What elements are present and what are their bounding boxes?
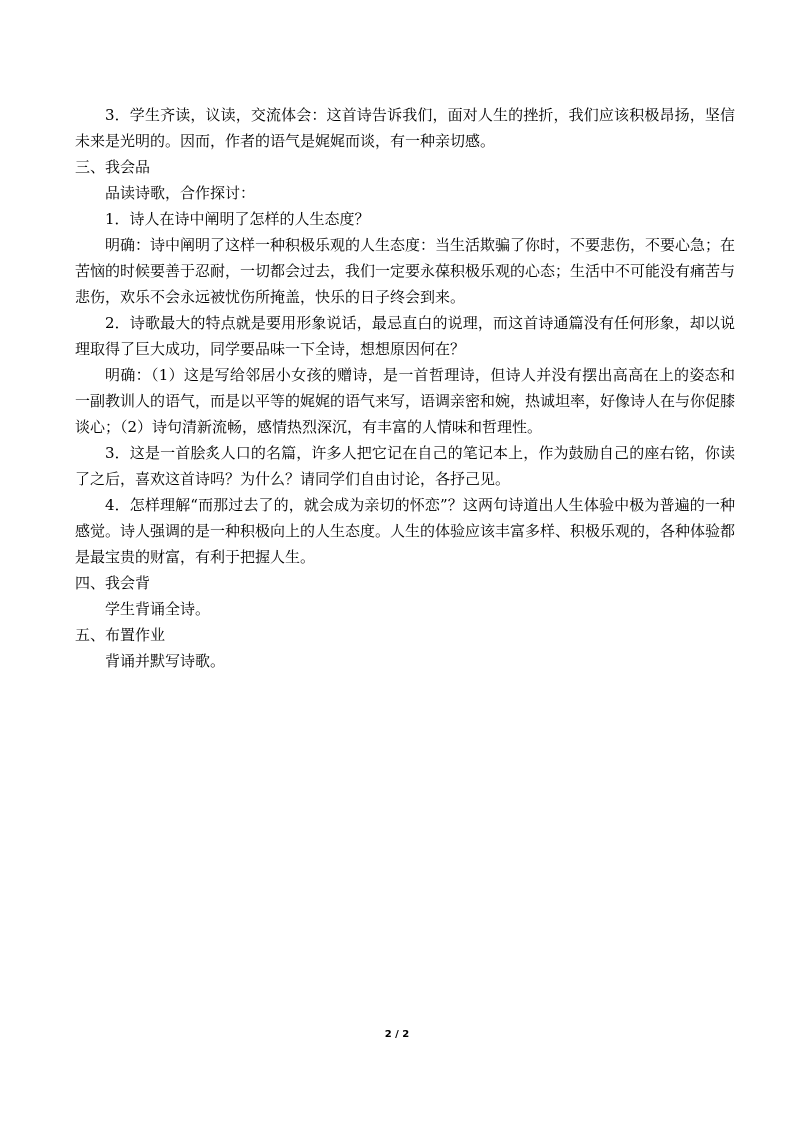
page-number: 2 / 2 <box>384 1029 410 1040</box>
answer-1: 明确：诗中阐明了这样一种积极乐观的人生态度：当生活欺骗了你时，不要悲伤，不要心急；在苦恼的时候要善于忍耐，一切都会过去，我们一定要永葆积极乐观的心态；生活中不可能没有痛苦与悲伤，欢乐不会永远被忧伤所掩盖，快乐的日子终会到来。 <box>75 236 736 306</box>
question-2: 2．诗歌最大的特点就是要用形象说话，最忌直白的说理，而这首诗通篇没有任何形象，却以说理取得了巨大成功，同学要品味一下全诗，想想原因何在？ <box>75 314 735 358</box>
question-1: 1．诗人在诗中阐明了怎样的人生态度？ <box>105 210 370 228</box>
document-body <box>75 102 735 674</box>
question-3: 3．这是一首脍炙人口的名篇，许多人把它记在自己的笔记本上，作为鼓励自己的座右铭，你读了之后，喜欢这首诗吗？为什么？请同学们自由讨论，各抒己见。 <box>75 444 735 488</box>
paragraph-discussion-summary: 3．学生齐读，议读，交流体会：这首诗告诉我们，面对人生的挫折，我们应该积极昂扬，坚信未来是光明的。因而，作者的语气是娓娓而谈，有一种亲切感。 <box>75 106 735 150</box>
section-heading-homework: 五、布置作业 <box>75 626 166 644</box>
section-heading-recite: 四、我会背 <box>75 574 151 592</box>
question-4: 4．怎样理解“而那过去了的，就会成为亲切的怀恋”？这两句诗道出人生体验中极为普遍的一种感觉。诗人强调的是一种积极向上的人生态度。人生的体验应该丰富多样、积极乐观的，各种体验都是最宝贵的财富，有利于把握人生。 <box>75 496 736 566</box>
section-heading-appreciate: 三、我会品 <box>75 158 151 176</box>
answer-2: 明确：（1）这是写给邻居小女孩的赠诗，是一首哲理诗，但诗人并没有摆出高高在上的姿态和一副教训人的语气，而是以平等的娓娓的语气来写，语调亲密和婉，热诚坦率，好像诗人在与你促膝谈心；（2）诗句清新流畅，感情热烈深沉，有丰富的人情味和哲理性。 <box>75 366 736 436</box>
paragraph-homework: 背诵并默写诗歌。 <box>105 652 226 670</box>
paragraph-explore-intro: 品读诗歌，合作探讨： <box>105 184 256 202</box>
paragraph-recite-poem: 学生背诵全诗。 <box>105 600 211 618</box>
